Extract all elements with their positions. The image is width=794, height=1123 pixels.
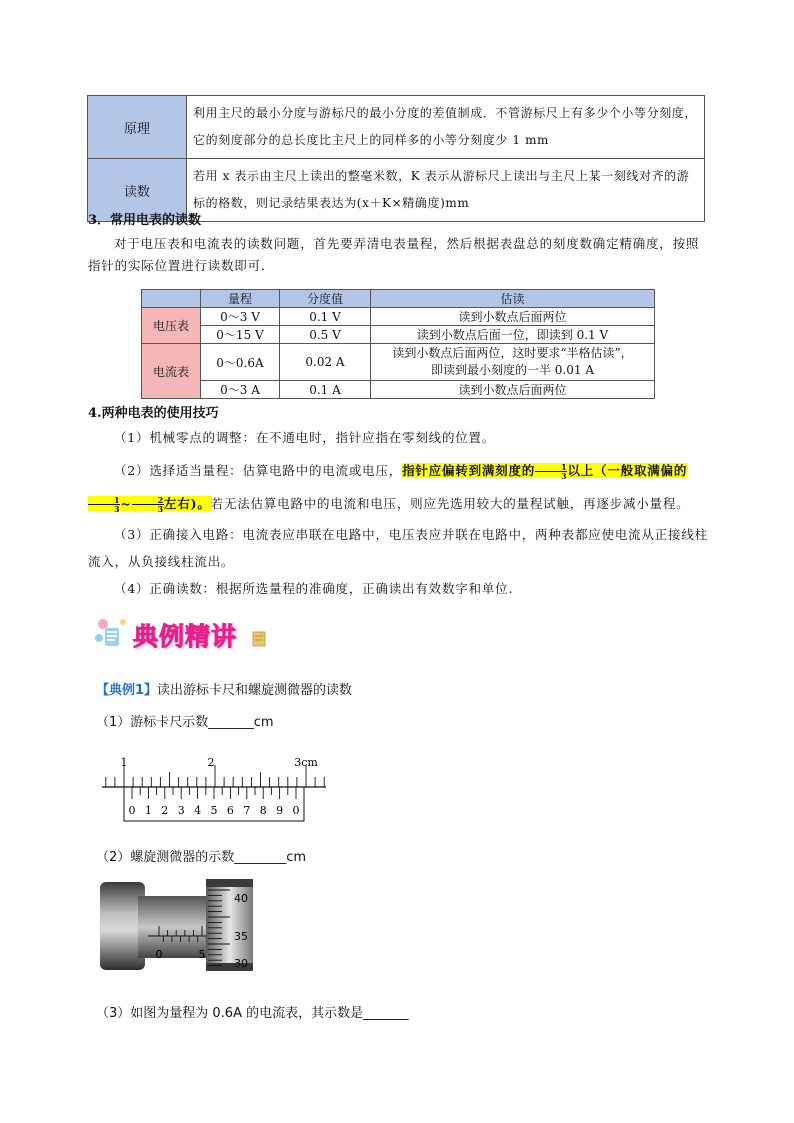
vernier-scale-label: 8	[259, 804, 267, 817]
vernier-scale-label: 0	[292, 804, 300, 817]
main-scale-label: 1	[120, 756, 128, 769]
table-cell: 读到小数点后面两位，这时要求“半格估读”， 即读到最小刻度的一半 0.01 A	[371, 344, 655, 381]
main-scale-label: 3cm	[294, 756, 318, 769]
col-division: 分度值	[280, 290, 371, 308]
meter-table	[141, 289, 655, 399]
section3-heading: 3．常用电表的读数	[88, 213, 202, 228]
fraction-one-third: $\frac{1}{3}$	[535, 463, 567, 480]
vernier-scale-label: 2	[161, 804, 169, 817]
example-title: 【典例1】读出游标卡尺和螺旋测微器的读数	[96, 683, 353, 698]
question-3: （3）如图为量程为 0.6A 的电流表，其示数是_______	[96, 1006, 409, 1021]
vernier-caliper-diagram	[100, 750, 330, 825]
vernier-scale-label: 5	[210, 804, 218, 817]
vernier-scale-label: 4	[194, 804, 202, 817]
section3-paragraph: 对于电压表和电流表的读数问题，首先要弄清电表量程，然后根据表盘总的刻度数确定精确度，按照指针的实际位置进行读数即可．	[88, 236, 700, 273]
fraction-one-third: $\frac{1}{3}$	[88, 496, 120, 513]
table-cell: 0～0.6A	[201, 344, 280, 381]
principle-body: 利用主尺的最小分度与游标尺的最小分度的差值制成．不管游标尺上有多少个小等分刻度，它的刻度部分的总长度比主尺上的同样多的小等分刻度少 1 mm	[187, 96, 705, 159]
table-cell: 0～15 V	[201, 326, 280, 344]
table-cell: 0～3 V	[201, 308, 280, 326]
main-scale-label: 2	[207, 756, 215, 769]
tip-2: （2）选择适当量程：估算电路中的电流或电压，指针应偏转到满刻度的 $\frac{1}{3}$ 以上（一般取满偏的 $\frac{1}{3}$ ~ $\frac{2}{3}$ 左右)。若无法估算电路中的电流和电压，则应先选用较大的量程试触，再逐步减小量程。	[88, 454, 708, 520]
principle-head: 原理	[88, 96, 187, 159]
section4-heading: 4.两种电表的使用技巧	[88, 406, 219, 421]
principle-table	[87, 95, 705, 222]
question-1: （1）游标卡尺示数_______cm	[96, 715, 274, 730]
tip-3: （3）正确接入电路：电流表应串联在电路中，电压表应并联在电路中，两种表都应使电流从正接线柱流入，从负接线柱流出。	[88, 527, 708, 569]
vernier-scale-label: 0	[128, 804, 136, 817]
sleeve-label: 0	[155, 948, 163, 961]
table-cell: 读到小数点后面两位	[371, 381, 655, 399]
table-cell: 0.5 V	[280, 326, 371, 344]
voltmeter-label: 电压表	[142, 308, 201, 344]
reading-body: 若用 x 表示由主尺上读出的整毫米数，K 表示从游标尺上读出与主尺上某一刻线对齐的游标的格数，则记录结果表达为(x＋K×精确度)mm	[187, 159, 705, 222]
vernier-scale-label: 9	[276, 804, 284, 817]
reading-head: 读数	[88, 159, 187, 222]
micrometer-diagram	[100, 878, 255, 973]
sleeve-label: 5	[198, 948, 206, 961]
banner-title: 典例精讲	[133, 622, 238, 651]
table-cell: 0～3 A	[201, 381, 280, 399]
vernier-scale-label: 3	[177, 804, 185, 817]
tip-4: （4）正确读数：根据所选量程的准确度，正确读出有效数字和单位.	[114, 581, 514, 596]
vernier-scale-label: 6	[226, 804, 234, 817]
table-cell: 读到小数点后面一位，即读到 0.1 V	[371, 326, 655, 344]
thimble-label: 40	[234, 892, 248, 905]
vernier-scale-label: 7	[243, 804, 251, 817]
ammeter-label: 电流表	[142, 344, 201, 399]
col-estimate: 估读	[371, 290, 655, 308]
table-cell: 0.1 A	[280, 381, 371, 399]
example-tag: 【典例1】	[96, 683, 158, 698]
table-cell: 0.1 V	[280, 308, 371, 326]
thimble-label: 35	[234, 930, 248, 943]
question-2: （2）螺旋测微器的示数________cm	[96, 850, 307, 865]
tip-1: （1）机械零点的调整：在不通电时，指针应指在零刻线的位置。	[114, 430, 496, 445]
typical-example-banner	[93, 614, 273, 654]
table-cell: 读到小数点后面两位	[371, 308, 655, 326]
fraction-two-thirds: $\frac{2}{3}$	[132, 496, 164, 513]
vernier-scale-label: 1	[144, 804, 152, 817]
col-range: 量程	[201, 290, 280, 308]
thimble-label: 30	[234, 957, 248, 970]
table-cell: 0.02 A	[280, 344, 371, 381]
